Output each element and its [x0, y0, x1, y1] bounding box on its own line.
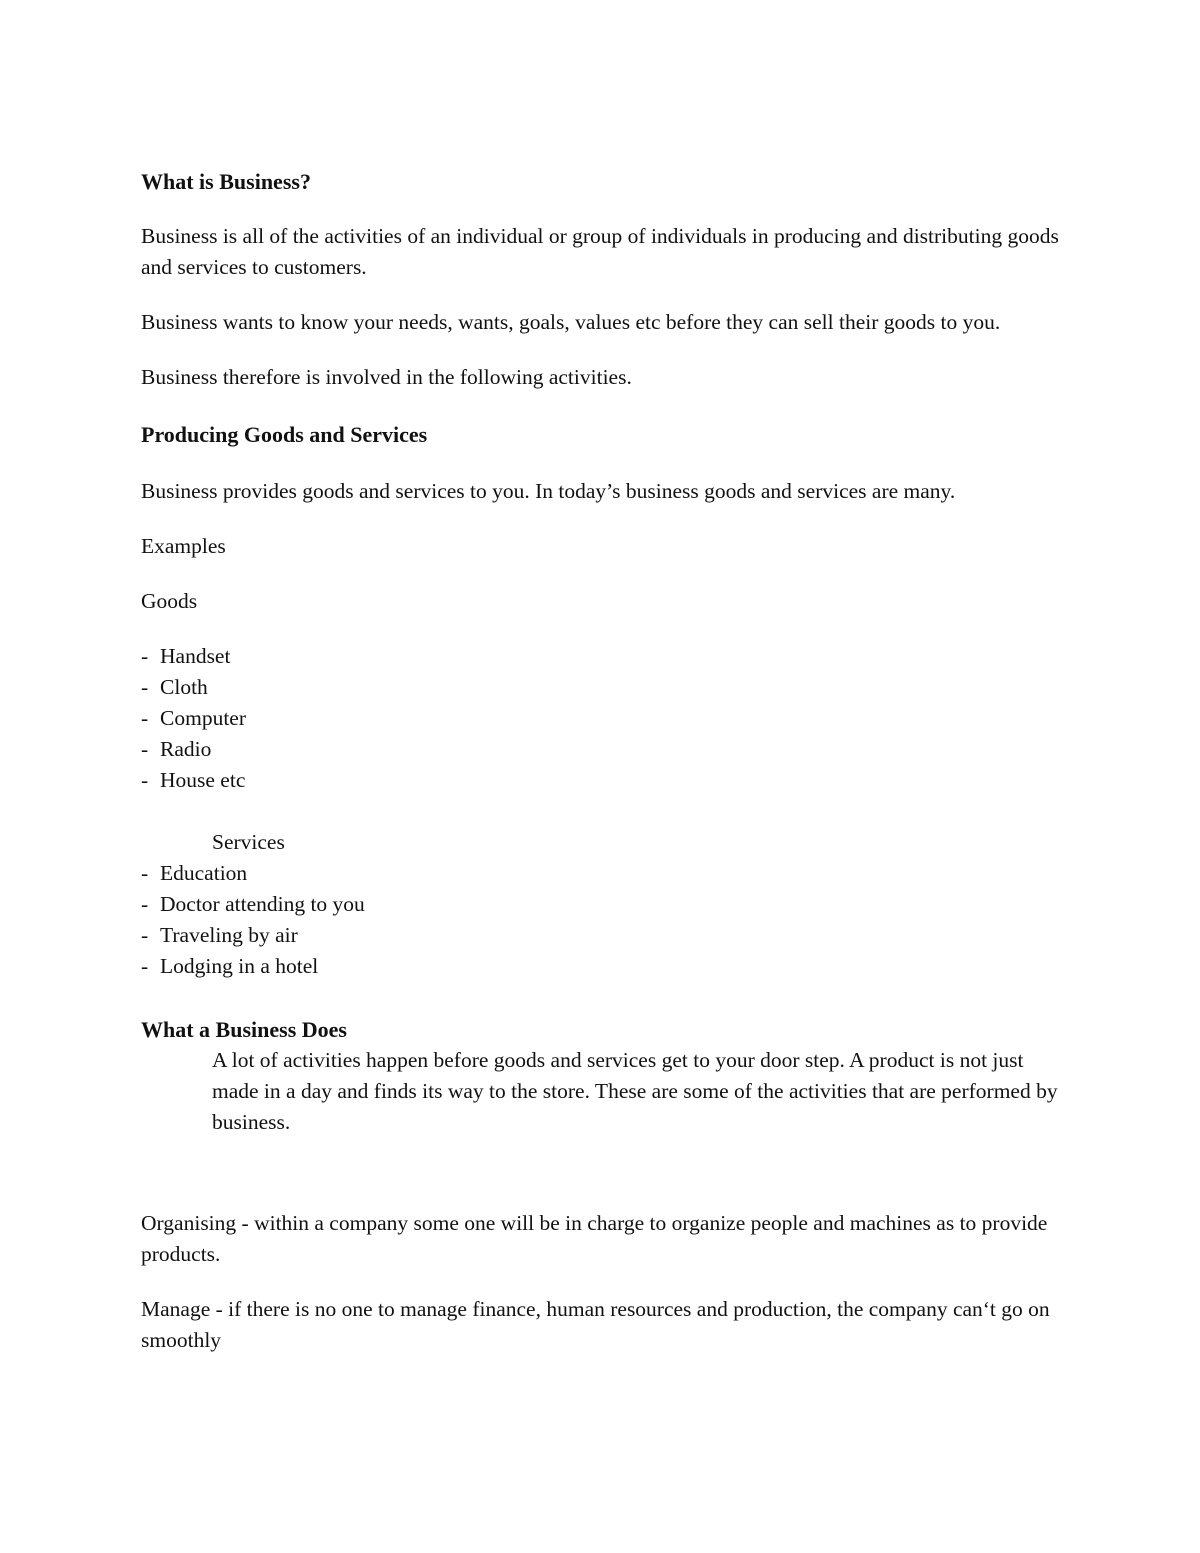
- goods-item: House etc: [160, 768, 246, 792]
- dash-bullet: -: [141, 675, 149, 699]
- producing-paragraph: Business provides goods and services to you. In today’s business goods and services are many.: [141, 479, 956, 503]
- list-item: [141, 765, 1071, 796]
- list-item: [141, 920, 1071, 951]
- dash-bullet: -: [141, 768, 149, 792]
- services-list: [141, 858, 1071, 982]
- dash-bullet: -: [141, 861, 149, 885]
- list-item: [141, 951, 1071, 982]
- goods-list: [141, 641, 1071, 796]
- document-body: [141, 166, 1071, 1380]
- dash-bullet: -: [141, 923, 149, 947]
- services-item: Doctor attending to you: [160, 892, 365, 916]
- intro-paragraph-1: Business is all of the activities of an individual or group of individuals in producing and distributing goods and services to customers.: [141, 224, 1059, 279]
- dash-bullet: -: [141, 954, 149, 978]
- goods-label: Goods: [141, 589, 198, 613]
- services-item: Traveling by air: [160, 923, 298, 947]
- dash-bullet: -: [141, 892, 149, 916]
- examples-label: Examples: [141, 534, 226, 558]
- what-business-does-paragraph: A lot of activities happen before goods and services get to your door step. A product is not just made in a day and finds its way to the store. These are some of the activities that are performed by business.: [212, 1048, 1058, 1134]
- dash-bullet: -: [141, 644, 149, 668]
- list-item: [141, 889, 1071, 920]
- list-item: [141, 641, 1071, 672]
- page-title: What is Business?: [141, 169, 311, 194]
- list-item: [141, 703, 1071, 734]
- goods-item: Cloth: [160, 675, 208, 699]
- section-heading-producing: Producing Goods and Services: [141, 422, 428, 447]
- organising-paragraph: Organising - within a company some one will be in charge to organize people and machines as to provide products.: [141, 1211, 1048, 1266]
- manage-paragraph: Manage - if there is no one to manage finance, human resources and production, the company can‘t go on smoothly: [141, 1297, 1050, 1352]
- dash-bullet: -: [141, 706, 149, 730]
- dash-bullet: -: [141, 737, 149, 761]
- services-item: Lodging in a hotel: [160, 954, 319, 978]
- goods-item: Handset: [160, 644, 231, 668]
- list-item: [141, 734, 1071, 765]
- intro-paragraph-2: Business wants to know your needs, wants, goals, values etc before they can sell their goods to you.: [141, 310, 1001, 334]
- services-label: Services: [212, 830, 285, 854]
- intro-paragraph-3: Business therefore is involved in the following activities.: [141, 365, 632, 389]
- goods-item: Computer: [160, 706, 246, 730]
- section-heading-what-business-does: What a Business Does: [141, 1017, 347, 1042]
- goods-item: Radio: [160, 737, 212, 761]
- services-item: Education: [160, 861, 248, 885]
- list-item: [141, 858, 1071, 889]
- list-item: [141, 672, 1071, 703]
